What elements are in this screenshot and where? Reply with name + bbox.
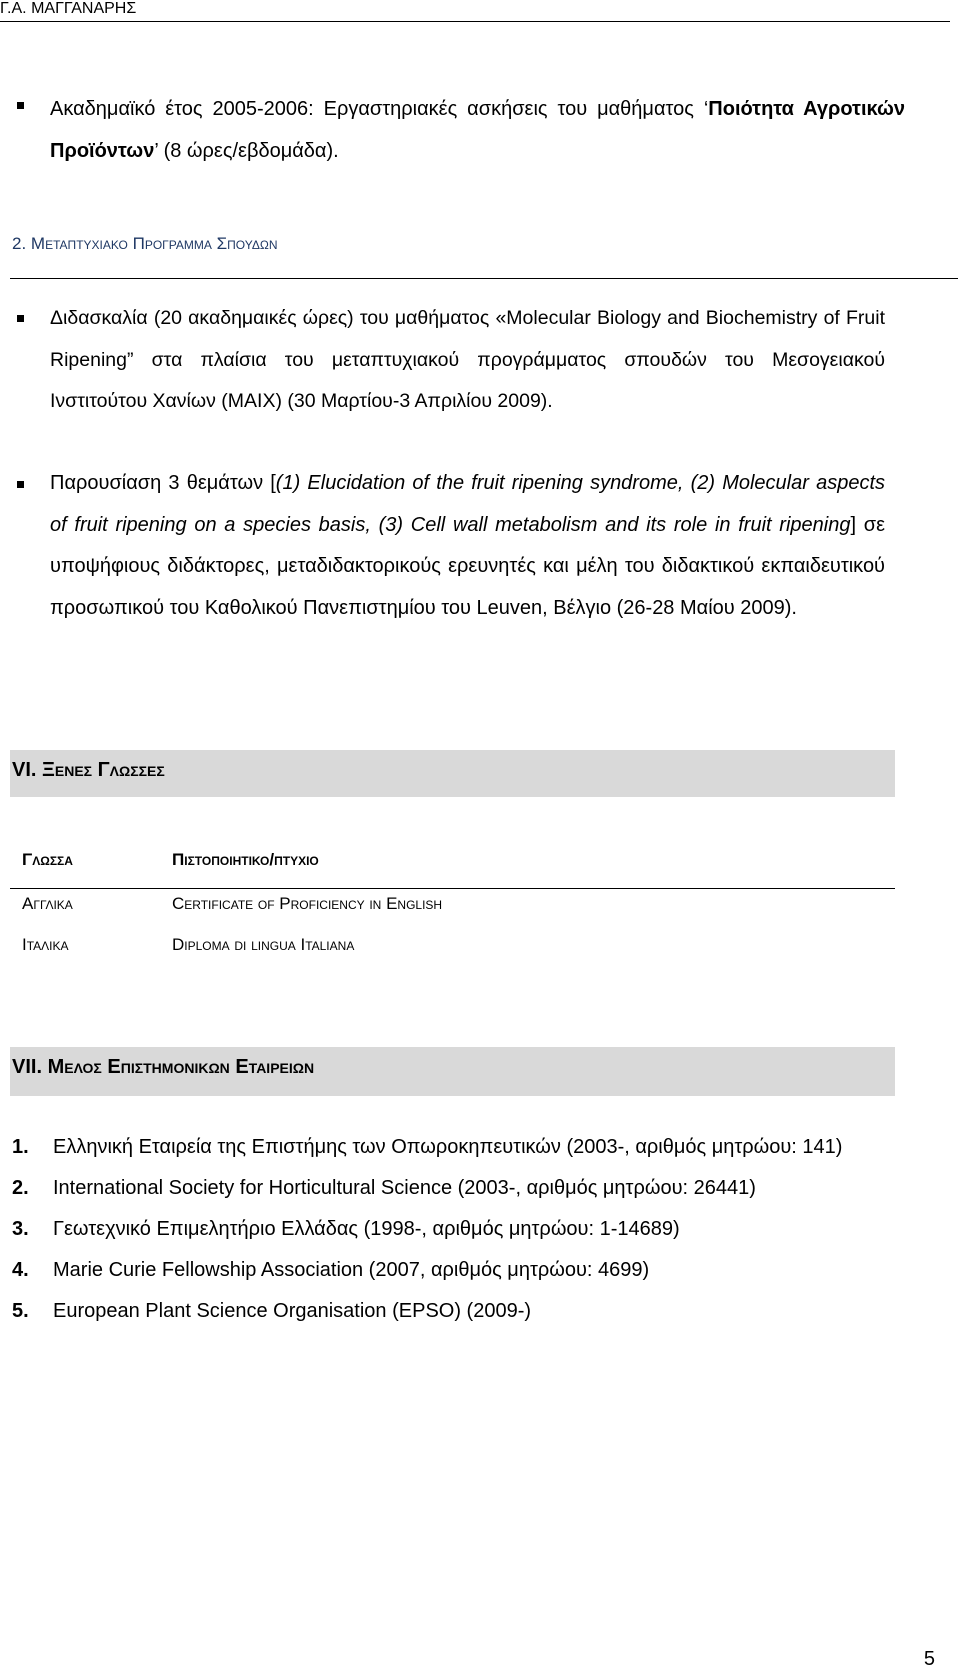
section-vii-title: Μελος Επιστημονικων Εταιρειων bbox=[47, 1056, 315, 1078]
grad-bullet-1: Διδασκαλία (20 ακαδημαικές ώρες) του μαθήματος «Molecular Biology and Biochemistry of Fruit Ripening” στα πλαίσια του μεταπτυχιακού προγράμματος σπουδών του Μεσογειακού Ινστιτούτου Χανίων (ΜΑΙΧ) (30 Μαρτίου-3 Απριλίου 2009). bbox=[50, 307, 885, 412]
section-2-title: Μεταπτυχιακο Προγραμμα Σπουδων bbox=[30, 234, 278, 253]
section-vi-number: VI. bbox=[12, 759, 37, 781]
header-rule bbox=[0, 21, 950, 22]
membership-number: 4. bbox=[12, 1259, 29, 1281]
membership-item bbox=[12, 1218, 680, 1241]
grad-bullet-2-suffix: ] σε υποψήφιους διδάκτορες, μεταδιδακτορικούς ερευνητές και μέλη του διδακτικού εκπαιδευτικού προσωπικού του Καθολικού Πανεπιστημίου του Leuven, Βέλγιο (26-28 Μαίου 2009). bbox=[50, 513, 885, 619]
membership-number: 1. bbox=[12, 1136, 29, 1158]
language-table-rule bbox=[10, 888, 895, 889]
grad-bullet-2 bbox=[50, 463, 885, 629]
membership-text: Ελληνική Εταιρεία της Επιστήμης των Οπωροκηπευτικών (2003-, αριθμός μητρώου: 141) bbox=[53, 1136, 843, 1158]
page-number: 5 bbox=[923, 1648, 935, 1670]
membership-item bbox=[12, 1136, 842, 1159]
section-vii-heading bbox=[12, 1056, 314, 1079]
section-vii-number: VII. bbox=[12, 1056, 43, 1078]
membership-number: 3. bbox=[12, 1218, 29, 1240]
language-name: Ιταλικα bbox=[22, 935, 69, 954]
course-name: Ποιότητα Αγροτικών Προϊόντων bbox=[50, 98, 906, 162]
col-header-language: Γλωσσα bbox=[22, 850, 73, 869]
grad-bullet-2-topics: (1) Elucidation of the fruit ripening syndrome, (2) Molecular aspects of fruit ripening on a species basis, (3) Cell wall metabolism and its role in fruit ripening bbox=[50, 472, 885, 536]
bullet-marker bbox=[17, 102, 24, 109]
section-vi-heading bbox=[12, 759, 165, 782]
language-certificate: Diploma di lingua Italiana bbox=[172, 935, 355, 954]
membership-text: Marie Curie Fellowship Association (2007, αριθμός μητρώου: 4699) bbox=[53, 1259, 650, 1281]
running-header: Γ.Α. ΜΑΓΓΑΝΑΡΗΣ bbox=[0, 0, 137, 17]
col-header-certificate: Πιστοποιητικο/πτυχιο bbox=[172, 850, 319, 869]
teaching-bullet-text bbox=[50, 89, 905, 172]
membership-text: European Plant Science Organisation (EPSO) (2009-) bbox=[53, 1300, 532, 1322]
section-vi-title: Ξενες Γλωσσες bbox=[42, 759, 165, 781]
membership-item bbox=[12, 1300, 531, 1323]
section-2-rule bbox=[10, 278, 958, 279]
membership-item bbox=[12, 1177, 756, 1200]
membership-text: International Society for Horticultural Science (2003-, αριθμός μητρώου: 26441) bbox=[53, 1177, 756, 1199]
language-name: Αγγλικα bbox=[22, 894, 73, 913]
language-certificate: Certificate of Proficiency in English bbox=[172, 894, 443, 913]
teaching-text-after: ’ (8 ώρες/εβδομάδα). bbox=[154, 139, 339, 162]
grad-bullet-2-prefix: Παρουσίαση 3 θεμάτων [ bbox=[50, 472, 276, 494]
membership-item bbox=[12, 1259, 649, 1282]
section-2-number: 2. bbox=[12, 234, 27, 253]
teaching-text-before: Ακαδημαϊκό έτος 2005-2006: Εργαστηριακές ασκήσεις του μαθήματος ‘ bbox=[50, 98, 709, 120]
membership-number: 2. bbox=[12, 1177, 29, 1199]
section-2-heading bbox=[12, 234, 278, 254]
membership-number: 5. bbox=[12, 1300, 29, 1322]
bullet-marker bbox=[17, 315, 24, 322]
bullet-marker bbox=[17, 481, 24, 488]
membership-text: Γεωτεχνικό Επιμελητήριο Ελλάδας (1998-, αριθμός μητρώου: 1-14689) bbox=[53, 1218, 680, 1240]
